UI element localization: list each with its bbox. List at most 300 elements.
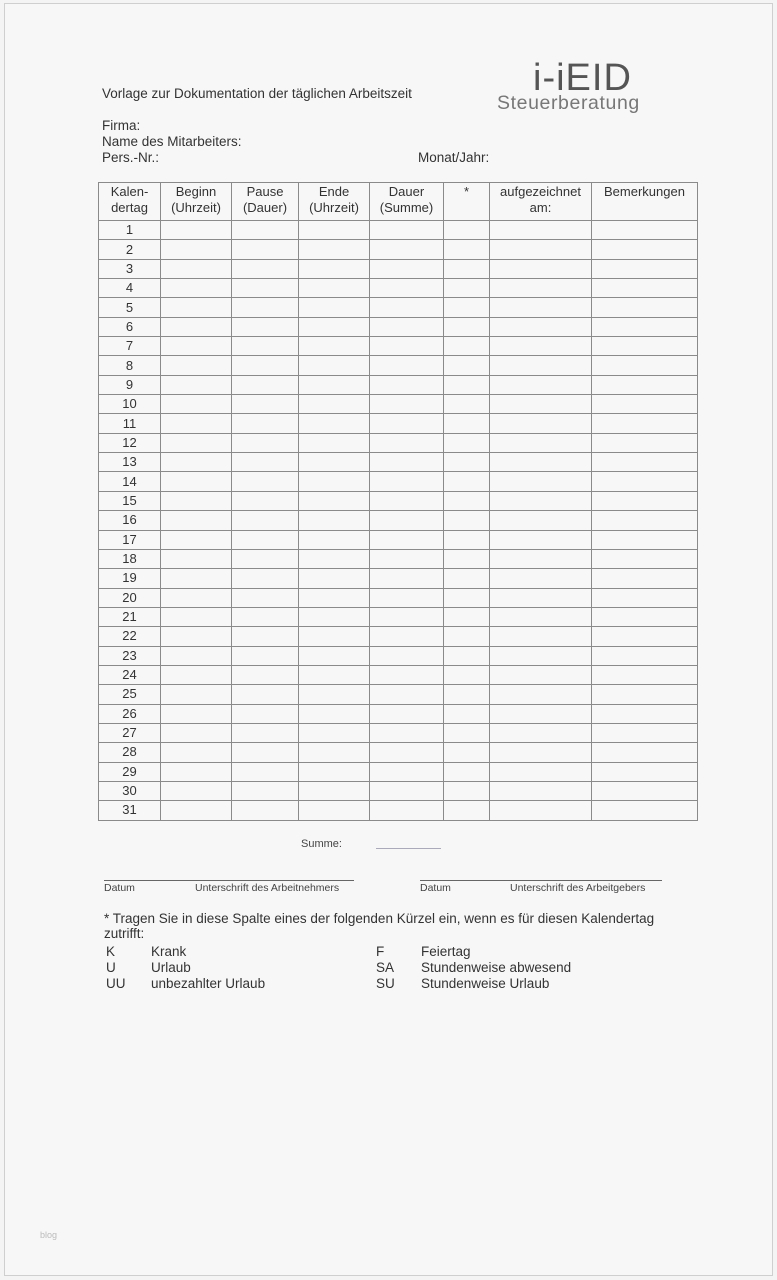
table-body (99, 221, 698, 821)
entry-cell[interactable] (490, 511, 592, 530)
day-number-cell: 28 (99, 743, 161, 762)
entry-cell[interactable] (490, 704, 592, 723)
entry-cell[interactable] (232, 607, 299, 626)
entry-cell[interactable] (444, 762, 490, 781)
entry-cell[interactable] (444, 801, 490, 820)
entry-cell[interactable] (299, 395, 370, 414)
entry-cell[interactable] (592, 317, 698, 336)
entry-cell[interactable] (490, 433, 592, 452)
table-row (99, 221, 698, 240)
entry-cell[interactable] (299, 375, 370, 394)
entry-cell[interactable] (444, 240, 490, 259)
day-number-cell: 24 (99, 665, 161, 684)
employee-date-label: Datum (104, 882, 135, 894)
entry-cell[interactable] (370, 588, 444, 607)
entry-cell[interactable] (299, 240, 370, 259)
entry-cell[interactable] (370, 704, 444, 723)
entry-cell[interactable] (370, 743, 444, 762)
entry-cell[interactable] (161, 530, 232, 549)
entry-cell[interactable] (299, 414, 370, 433)
entry-cell[interactable] (370, 801, 444, 820)
entry-cell[interactable] (370, 298, 444, 317)
entry-cell[interactable] (299, 433, 370, 452)
entry-cell[interactable] (299, 511, 370, 530)
entry-cell[interactable] (299, 627, 370, 646)
entry-cell[interactable] (232, 704, 299, 723)
entry-cell[interactable] (490, 549, 592, 568)
entry-cell[interactable] (161, 414, 232, 433)
column-header-line: (Uhrzeit) (171, 200, 221, 215)
entry-cell[interactable] (592, 491, 698, 510)
entry-cell[interactable] (299, 530, 370, 549)
entry-cell[interactable] (490, 762, 592, 781)
day-number-cell: 1 (99, 221, 161, 240)
entry-cell[interactable] (444, 395, 490, 414)
entry-cell[interactable] (370, 356, 444, 375)
entry-cell[interactable] (370, 781, 444, 800)
day-number-cell: 12 (99, 433, 161, 452)
entry-cell[interactable] (490, 665, 592, 684)
entry-cell[interactable] (592, 743, 698, 762)
entry-cell[interactable] (444, 781, 490, 800)
column-header-line: (Dauer) (242, 200, 288, 215)
entry-cell[interactable] (161, 511, 232, 530)
entry-cell[interactable] (161, 723, 232, 742)
day-number-cell: 27 (99, 723, 161, 742)
entry-cell[interactable] (490, 646, 592, 665)
entry-cell[interactable] (444, 472, 490, 491)
entry-cell[interactable] (299, 762, 370, 781)
column-header-line: aufgezeichnet (500, 184, 581, 199)
watermark-text: blog (40, 1230, 58, 1240)
entry-cell[interactable] (592, 337, 698, 356)
entry-cell[interactable] (232, 646, 299, 665)
entry-cell[interactable] (161, 453, 232, 472)
table-row (99, 801, 698, 820)
entry-cell[interactable] (161, 665, 232, 684)
entry-cell[interactable] (444, 588, 490, 607)
day-number-cell: 4 (99, 279, 161, 298)
entry-cell[interactable] (299, 588, 370, 607)
entry-cell[interactable] (232, 743, 299, 762)
entry-cell[interactable] (592, 665, 698, 684)
entry-cell[interactable] (592, 221, 698, 240)
entry-cell[interactable] (161, 646, 232, 665)
entry-cell[interactable] (444, 491, 490, 510)
entry-cell[interactable] (370, 665, 444, 684)
entry-cell[interactable] (299, 472, 370, 491)
entry-cell[interactable] (161, 472, 232, 491)
entry-cell[interactable] (161, 279, 232, 298)
entry-cell[interactable] (444, 530, 490, 549)
entry-cell[interactable] (232, 240, 299, 259)
firma-label: Firma: (102, 118, 141, 133)
entry-cell[interactable] (592, 627, 698, 646)
entry-cell[interactable] (592, 723, 698, 742)
day-number-cell: 3 (99, 259, 161, 278)
day-number-cell: 13 (99, 453, 161, 472)
entry-cell[interactable] (444, 569, 490, 588)
entry-cell[interactable] (161, 317, 232, 336)
entry-cell[interactable] (370, 569, 444, 588)
abbr-code: F (376, 944, 385, 959)
entry-cell[interactable] (232, 491, 299, 510)
footnote-text: * Tragen Sie in diese Spalte eines der folgenden Kürzel ein, wenn es für diesen Kalendertag zutrifft: (104, 911, 655, 941)
entry-cell[interactable] (232, 337, 299, 356)
entry-cell[interactable] (370, 607, 444, 626)
entry-cell[interactable] (299, 665, 370, 684)
entry-cell[interactable] (370, 453, 444, 472)
entry-cell[interactable] (370, 221, 444, 240)
table-row (99, 723, 698, 742)
table-row (99, 627, 698, 646)
table-row (99, 414, 698, 433)
column-header (232, 183, 299, 221)
sum-label: Summe: (301, 838, 342, 850)
entry-cell[interactable] (370, 646, 444, 665)
entry-cell[interactable] (161, 685, 232, 704)
entry-cell[interactable] (490, 801, 592, 820)
entry-cell[interactable] (232, 453, 299, 472)
table-row (99, 665, 698, 684)
entry-cell[interactable] (299, 685, 370, 704)
entry-cell[interactable] (444, 723, 490, 742)
day-number-cell: 19 (99, 569, 161, 588)
entry-cell[interactable] (444, 433, 490, 452)
table-row (99, 337, 698, 356)
entry-cell[interactable] (161, 569, 232, 588)
entry-cell[interactable] (490, 279, 592, 298)
column-header (299, 183, 370, 221)
entry-cell[interactable] (299, 317, 370, 336)
entry-cell[interactable] (592, 530, 698, 549)
entry-cell[interactable] (592, 704, 698, 723)
entry-cell[interactable] (592, 356, 698, 375)
entry-cell[interactable] (161, 781, 232, 800)
entry-cell[interactable] (490, 337, 592, 356)
day-number-cell: 2 (99, 240, 161, 259)
entry-cell[interactable] (161, 491, 232, 510)
entry-cell[interactable] (444, 665, 490, 684)
entry-cell[interactable] (299, 646, 370, 665)
table-row (99, 433, 698, 452)
table-row (99, 491, 698, 510)
entry-cell[interactable] (490, 453, 592, 472)
entry-cell[interactable] (299, 356, 370, 375)
day-number-cell: 25 (99, 685, 161, 704)
entry-cell[interactable] (161, 259, 232, 278)
entry-cell[interactable] (444, 743, 490, 762)
table-row (99, 607, 698, 626)
column-header-line: Beginn (175, 184, 217, 199)
entry-cell[interactable] (490, 530, 592, 549)
table-row (99, 395, 698, 414)
entry-cell[interactable] (299, 781, 370, 800)
column-header-line: Bemerkungen (604, 184, 685, 199)
entry-cell[interactable] (444, 317, 490, 336)
entry-cell[interactable] (490, 627, 592, 646)
entry-cell[interactable] (370, 762, 444, 781)
entry-cell[interactable] (592, 375, 698, 394)
entry-cell[interactable] (444, 259, 490, 278)
entry-cell[interactable] (490, 221, 592, 240)
entry-cell[interactable] (444, 221, 490, 240)
column-header (370, 183, 444, 221)
entry-cell[interactable] (592, 588, 698, 607)
entry-cell[interactable] (444, 646, 490, 665)
entry-cell[interactable] (232, 356, 299, 375)
day-number-cell: 8 (99, 356, 161, 375)
entry-cell[interactable] (299, 221, 370, 240)
abbr-code: K (106, 944, 116, 959)
entry-cell[interactable] (592, 549, 698, 568)
entry-cell[interactable] (444, 337, 490, 356)
entry-cell[interactable] (490, 395, 592, 414)
document-title: Vorlage zur Dokumentation der täglichen Arbeitszeit (102, 86, 412, 101)
entry-cell[interactable] (299, 704, 370, 723)
personnel-number-label: Pers.-Nr.: (102, 150, 160, 165)
entry-cell[interactable] (161, 375, 232, 394)
entry-cell[interactable] (490, 607, 592, 626)
entry-cell[interactable] (490, 569, 592, 588)
entry-cell[interactable] (161, 433, 232, 452)
entry-cell[interactable] (232, 530, 299, 549)
entry-cell[interactable] (592, 607, 698, 626)
entry-cell[interactable] (370, 530, 444, 549)
entry-cell[interactable] (232, 298, 299, 317)
entry-cell[interactable] (490, 298, 592, 317)
entry-cell[interactable] (444, 375, 490, 394)
entry-cell[interactable] (592, 259, 698, 278)
entry-cell[interactable] (161, 549, 232, 568)
entry-cell[interactable] (299, 549, 370, 568)
entry-cell[interactable] (592, 569, 698, 588)
entry-cell[interactable] (444, 356, 490, 375)
day-number-cell: 18 (99, 549, 161, 568)
entry-cell[interactable] (232, 414, 299, 433)
column-header (592, 183, 698, 221)
entry-cell[interactable] (232, 317, 299, 336)
entry-cell[interactable] (370, 240, 444, 259)
logo-subtitle: Steuerberatung (497, 92, 640, 114)
entry-cell[interactable] (161, 337, 232, 356)
entry-cell[interactable] (370, 317, 444, 336)
table-row (99, 530, 698, 549)
entry-cell[interactable] (592, 762, 698, 781)
employee-signature-label: Unterschrift des Arbeitnehmers (195, 882, 340, 894)
entry-cell[interactable] (490, 588, 592, 607)
entry-cell[interactable] (370, 337, 444, 356)
sum-field-line (376, 848, 441, 849)
entry-cell[interactable] (232, 279, 299, 298)
entry-cell[interactable] (592, 646, 698, 665)
entry-cell[interactable] (592, 240, 698, 259)
entry-cell[interactable] (490, 491, 592, 510)
entry-cell[interactable] (444, 453, 490, 472)
table-row (99, 743, 698, 762)
table-row (99, 472, 698, 491)
entry-cell[interactable] (232, 549, 299, 568)
entry-cell[interactable] (232, 569, 299, 588)
entry-cell[interactable] (592, 472, 698, 491)
entry-cell[interactable] (444, 511, 490, 530)
entry-cell[interactable] (232, 375, 299, 394)
entry-cell[interactable] (490, 240, 592, 259)
entry-cell[interactable] (161, 607, 232, 626)
entry-cell[interactable] (370, 491, 444, 510)
table-row (99, 511, 698, 530)
day-number-cell: 22 (99, 627, 161, 646)
entry-cell[interactable] (161, 395, 232, 414)
column-header-line: am: (529, 200, 552, 215)
entry-cell[interactable] (299, 723, 370, 742)
entry-cell[interactable] (370, 279, 444, 298)
entry-cell[interactable] (444, 549, 490, 568)
abbr-label: Urlaub (151, 960, 191, 975)
entry-cell[interactable] (161, 240, 232, 259)
entry-cell[interactable] (232, 762, 299, 781)
entry-cell[interactable] (370, 627, 444, 646)
entry-cell[interactable] (490, 781, 592, 800)
entry-cell[interactable] (161, 298, 232, 317)
entry-cell[interactable] (490, 259, 592, 278)
entry-cell[interactable] (370, 723, 444, 742)
entry-cell[interactable] (592, 781, 698, 800)
entry-cell[interactable] (232, 433, 299, 452)
day-number-cell: 31 (99, 801, 161, 820)
entry-cell[interactable] (232, 588, 299, 607)
table-row (99, 588, 698, 607)
entry-cell[interactable] (370, 375, 444, 394)
entry-cell[interactable] (370, 549, 444, 568)
entry-cell[interactable] (299, 743, 370, 762)
abbr-label: unbezahlter Urlaub (151, 976, 266, 991)
entry-cell[interactable] (592, 279, 698, 298)
entry-cell[interactable] (444, 607, 490, 626)
month-year-label: Monat/Jahr: (418, 150, 490, 165)
entry-cell[interactable] (161, 801, 232, 820)
entry-cell[interactable] (444, 685, 490, 704)
entry-cell[interactable] (232, 472, 299, 491)
day-number-cell: 16 (99, 511, 161, 530)
table-row (99, 259, 698, 278)
table-row (99, 685, 698, 704)
abbr-code: SA (376, 960, 395, 975)
entry-cell[interactable] (161, 356, 232, 375)
entry-cell[interactable] (232, 665, 299, 684)
entry-cell[interactable] (299, 801, 370, 820)
entry-cell[interactable] (161, 743, 232, 762)
entry-cell[interactable] (161, 627, 232, 646)
entry-cell[interactable] (592, 298, 698, 317)
entry-cell[interactable] (232, 395, 299, 414)
day-number-cell: 29 (99, 762, 161, 781)
day-number-cell: 11 (99, 414, 161, 433)
entry-cell[interactable] (444, 298, 490, 317)
entry-cell[interactable] (592, 511, 698, 530)
entry-cell[interactable] (299, 337, 370, 356)
entry-cell[interactable] (161, 221, 232, 240)
day-number-cell: 7 (99, 337, 161, 356)
entry-cell[interactable] (232, 801, 299, 820)
table-row (99, 298, 698, 317)
table-row (99, 356, 698, 375)
entry-cell[interactable] (299, 607, 370, 626)
entry-cell[interactable] (232, 221, 299, 240)
column-header-line: * (463, 184, 470, 199)
entry-cell[interactable] (232, 781, 299, 800)
entry-cell[interactable] (232, 627, 299, 646)
entry-cell[interactable] (490, 743, 592, 762)
entry-cell[interactable] (490, 472, 592, 491)
table-row (99, 453, 698, 472)
entry-cell[interactable] (490, 723, 592, 742)
entry-cell[interactable] (592, 414, 698, 433)
day-number-cell: 20 (99, 588, 161, 607)
entry-cell[interactable] (370, 259, 444, 278)
table-row (99, 549, 698, 568)
entry-cell[interactable] (592, 685, 698, 704)
entry-cell[interactable] (299, 491, 370, 510)
entry-cell[interactable] (592, 433, 698, 452)
abbr-label: Krank (151, 944, 187, 959)
table-row (99, 279, 698, 298)
day-number-cell: 14 (99, 472, 161, 491)
entry-cell[interactable] (490, 356, 592, 375)
day-number-cell: 15 (99, 491, 161, 510)
entry-cell[interactable] (592, 453, 698, 472)
column-header-line: (Summe) (379, 200, 434, 215)
entry-cell[interactable] (299, 453, 370, 472)
abbr-label: Stundenweise abwesend (421, 960, 572, 975)
timesheet-table (98, 182, 698, 821)
entry-cell[interactable] (444, 627, 490, 646)
entry-cell[interactable] (370, 685, 444, 704)
entry-cell[interactable] (370, 414, 444, 433)
entry-cell[interactable] (490, 317, 592, 336)
entry-cell[interactable] (299, 569, 370, 588)
logo-mark: i-iEID (533, 57, 632, 99)
day-number-cell: 9 (99, 375, 161, 394)
entry-cell[interactable] (490, 375, 592, 394)
entry-cell[interactable] (444, 414, 490, 433)
entry-cell[interactable] (444, 279, 490, 298)
entry-cell[interactable] (370, 433, 444, 452)
entry-cell[interactable] (299, 279, 370, 298)
day-number-cell: 26 (99, 704, 161, 723)
day-number-cell: 5 (99, 298, 161, 317)
entry-cell[interactable] (232, 723, 299, 742)
entry-cell[interactable] (161, 704, 232, 723)
entry-cell[interactable] (299, 298, 370, 317)
entry-cell[interactable] (232, 685, 299, 704)
entry-cell[interactable] (370, 395, 444, 414)
entry-cell[interactable] (161, 588, 232, 607)
entry-cell[interactable] (232, 511, 299, 530)
entry-cell[interactable] (299, 259, 370, 278)
day-number-cell: 6 (99, 317, 161, 336)
entry-cell[interactable] (592, 395, 698, 414)
entry-cell[interactable] (370, 511, 444, 530)
entry-cell[interactable] (370, 472, 444, 491)
entry-cell[interactable] (161, 762, 232, 781)
entry-cell[interactable] (490, 685, 592, 704)
entry-cell[interactable] (444, 704, 490, 723)
entry-cell[interactable] (592, 801, 698, 820)
day-number-cell: 30 (99, 781, 161, 800)
entry-cell[interactable] (490, 414, 592, 433)
entry-cell[interactable] (232, 259, 299, 278)
